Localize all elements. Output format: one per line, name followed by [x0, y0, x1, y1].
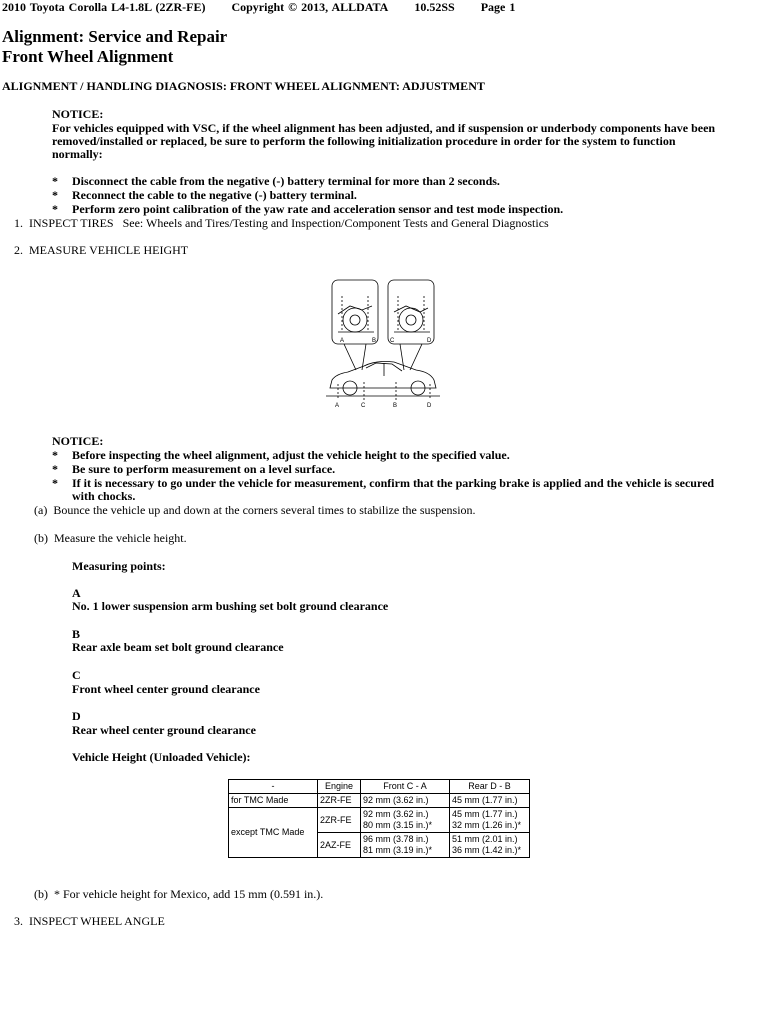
notice-bullet: * If it is necessary to go under the vehicle for measurement, confirm that the parking brake is applied and the vehicle is secured — [52, 476, 715, 490]
step-2 — [14, 243, 188, 257]
notice-label: NOTICE: — [52, 107, 104, 121]
table-cell: 45 mm (1.77 in.) 32 mm (1.26 in.)* — [450, 808, 530, 833]
point-desc: Rear axle beam set bolt ground clearance — [72, 640, 284, 654]
step-1 — [14, 216, 549, 230]
header-version: 10.52SS — [414, 0, 455, 14]
fig-label-b: B — [372, 338, 377, 344]
fig-label-a: A — [335, 403, 340, 409]
table-header: Rear D - B — [450, 780, 530, 794]
table-header-row — [229, 780, 530, 794]
point-desc: No. 1 lower suspension arm bushing set bolt ground clearance — [72, 599, 389, 613]
point-letter: A — [72, 586, 81, 600]
point-letter: D — [72, 709, 81, 723]
table-cell: 92 mm (3.62 in.) — [361, 794, 450, 808]
header-model: 2010 Toyota Corolla L4-1.8L (2ZR-FE) — [2, 0, 206, 14]
vehicle-height-table — [228, 779, 530, 858]
fig-label-a: A — [340, 338, 345, 344]
fig-label-c: C — [361, 403, 366, 409]
table-cell: 2AZ-FE — [318, 833, 361, 858]
notice-text-line3: normally: — [52, 147, 103, 161]
notice-bullet-continuation: with chocks. — [72, 489, 136, 503]
table-header: - — [229, 780, 318, 794]
table-row — [229, 808, 530, 833]
fig-label-b: B — [393, 403, 398, 409]
table-row — [229, 794, 530, 808]
table-cell: except TMC Made — [229, 808, 318, 858]
notice-bullet: * Reconnect the cable to the negative (-) battery terminal. — [52, 188, 357, 202]
table-cell: 92 mm (3.62 in.) 80 mm (3.15 in.)* — [361, 808, 450, 833]
table-cell: 2ZR-FE — [318, 808, 361, 833]
point-desc: Rear wheel center ground clearance — [72, 723, 256, 737]
notice-text-line2: removed/installed or replaced, be sure to perform the following initialization procedure in order for the system to function — [52, 134, 676, 148]
step-title: INSPECT TIRES — [29, 216, 114, 230]
step-title: INSPECT WHEEL ANGLE — [29, 914, 165, 928]
fig-label-c: C — [390, 338, 395, 344]
section-heading: ALIGNMENT / HANDLING DIAGNOSIS: FRONT WHEEL ALIGNMENT: ADJUSTMENT — [2, 79, 485, 93]
table-cell: 45 mm (1.77 in.) — [450, 794, 530, 808]
table-cell: 2ZR-FE — [318, 794, 361, 808]
point-letter: C — [72, 668, 81, 682]
notice-bullet: * Disconnect the cable from the negative (-) battery terminal for more than 2 seconds. — [52, 174, 500, 188]
table-header: Engine — [318, 780, 361, 794]
table-cell: 51 mm (2.01 in.) 36 mm (1.42 in.)* — [450, 833, 530, 858]
notice-text-line1: For vehicles equipped with VSC, if the wheel alignment has been adjusted, and if suspension or underbody components have been — [52, 121, 716, 135]
notice-bullet: * Be sure to perform measurement on a level surface. — [52, 462, 336, 476]
point-letter: B — [72, 627, 81, 641]
substep-b-note: (b) * For vehicle height for Mexico, add 15 mm (0.591 in.). — [34, 887, 324, 901]
step-3 — [14, 914, 165, 928]
step-title: MEASURE VEHICLE HEIGHT — [29, 243, 189, 257]
table-header: Front C - A — [361, 780, 450, 794]
notice-bullet: * Perform zero point calibration of the yaw rate and acceleration sensor and test mode inspection. — [52, 202, 564, 216]
header-page: Page 1 — [480, 0, 516, 14]
step-reference-link[interactable]: See: Wheels and Tires/Testing and Inspection/Component Tests and General Diagnostics — [122, 216, 549, 230]
substep-b: (b) Measure the vehicle height. — [34, 531, 187, 545]
vehicle-height-title: Vehicle Height (Unloaded Vehicle): — [72, 750, 251, 764]
fig-label-d: D — [427, 403, 432, 409]
vehicle-height-diagram — [324, 276, 444, 424]
notice-bullet: * Before inspecting the wheel alignment, adjust the vehicle height to the specified value. — [52, 448, 510, 462]
header-copyright: Copyright © 2013, ALLDATA — [231, 0, 389, 14]
substep-a: (a) Bounce the vehicle up and down at the corners several times to stabilize the suspension. — [34, 503, 476, 517]
table-cell: for TMC Made — [229, 794, 318, 808]
table-cell: 96 mm (3.78 in.) 81 mm (3.19 in.)* — [361, 833, 450, 858]
measuring-points-title: Measuring points: — [72, 559, 166, 573]
page-header — [2, 0, 537, 15]
step-number: 1. — [14, 216, 23, 230]
step-number: 2. — [14, 243, 23, 257]
page-subtitle: Front Wheel Alignment — [2, 47, 174, 66]
fig-label-d: D — [427, 338, 432, 344]
page-title: Alignment: Service and Repair — [2, 27, 228, 46]
step-number: 3. — [14, 914, 23, 928]
notice-label: NOTICE: — [52, 434, 104, 448]
point-desc: Front wheel center ground clearance — [72, 682, 260, 696]
